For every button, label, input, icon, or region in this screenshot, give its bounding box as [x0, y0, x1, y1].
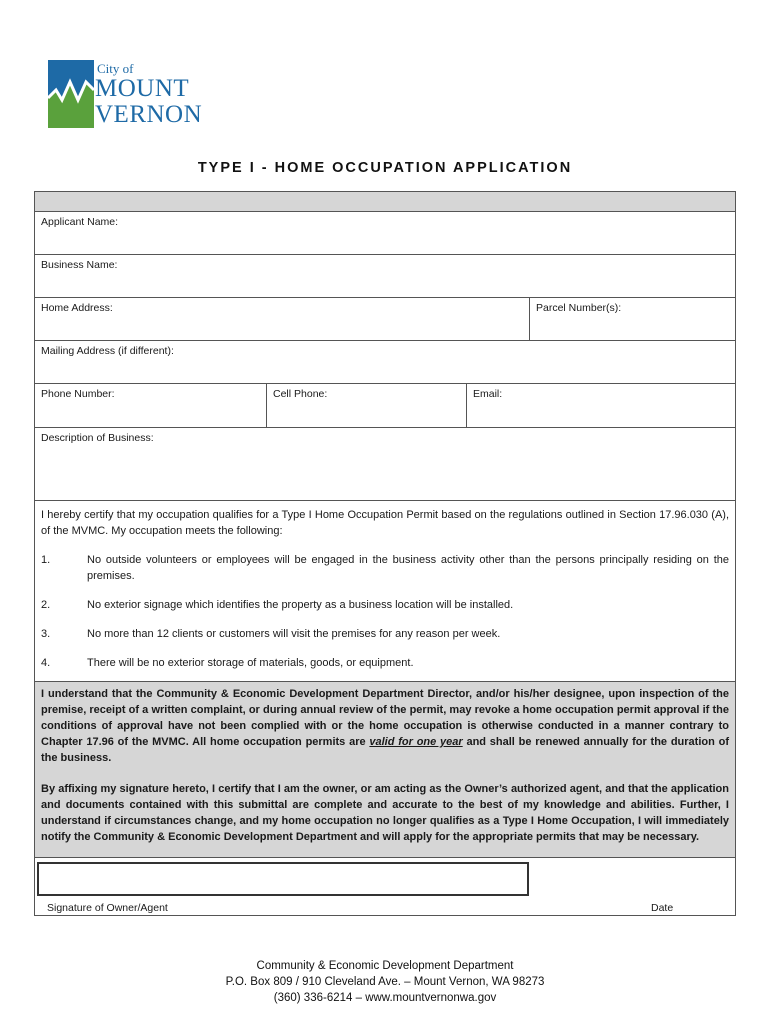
- revocation-paragraph: [41, 686, 729, 766]
- signature-certification-paragraph: By affixing my signature hereto, I certify that I am the owner, or am acting as the Owner’s authorized agent, and that the application and documents contained with this submittal are complete and accurate to the best of my knowledge and abilities. Further, I understand if circumstances change, and my home occupation no longer qualifies as a Type I Home Occupation, I will immediately notify the Community & Economic Development Department and will apply for the appropriate permits that may be necessary.: [41, 783, 729, 843]
- footer-contact: (360) 336-6214 – www.mountvernonwa.gov: [273, 992, 497, 1004]
- condition-number: 3.: [41, 628, 51, 640]
- application-form: [34, 191, 736, 916]
- revocation-text: I understand that the Community & Economic Development Department Director, and/or his/her designee, upon inspection of the premise, receipt of a written complaint, or during annual review of the permit, may revoke a home occupation permit approval if the conditions of approval have not been complied with or the home occupation is otherwise conducted in a manner contrary to Chapter 17.96 of the MVMC. All home occupation permits are: [41, 688, 729, 748]
- certification-statement: I hereby certify that my occupation qualifies for a Type I Home Occupation Permit based on the regulations outlined in Section 17.96.030 (A), of the MVMC. My occupation meets the following:: [41, 509, 729, 537]
- logo-wordmark: [95, 62, 202, 127]
- condition-number: 2.: [41, 599, 51, 611]
- condition-item: [41, 626, 729, 642]
- condition-text: There will be no exterior storage of materials, goods, or equipment.: [87, 657, 414, 669]
- form-title: TYPE I - HOME OCCUPATION APPLICATION: [197, 160, 573, 176]
- signature-row: [35, 858, 735, 915]
- acknowledgement-section: [35, 682, 735, 858]
- mailing-address-field[interactable]: [35, 341, 735, 384]
- condition-item: [41, 655, 729, 671]
- department-footer: [0, 958, 770, 1006]
- parcel-number-field[interactable]: [529, 298, 735, 340]
- parcel-number-label: Parcel Number(s):: [536, 302, 622, 314]
- phone-number-field[interactable]: [35, 384, 266, 427]
- acknowledgement-text: [35, 682, 735, 851]
- home-address-field[interactable]: [35, 298, 529, 340]
- condition-number: 4.: [41, 657, 51, 669]
- condition-text: No more than 12 clients or customers will visit the premises for any reason per week.: [87, 628, 501, 640]
- condition-number: 1.: [41, 554, 51, 566]
- signature-label: Signature of Owner/Agent: [47, 902, 168, 914]
- condition-item: [41, 597, 729, 613]
- description-field[interactable]: [35, 428, 735, 501]
- signature-field[interactable]: [37, 862, 529, 896]
- business-name-field[interactable]: [35, 255, 735, 298]
- description-label: Description of Business:: [41, 432, 154, 444]
- email-label: Email:: [473, 388, 503, 400]
- valid-one-year-text: valid for one year: [369, 736, 463, 748]
- footer-address: P.O. Box 809 / 910 Cleveland Ave. – Mount Vernon, WA 98273: [225, 976, 545, 988]
- phone-number-label: Phone Number:: [41, 388, 115, 400]
- condition-text: No exterior signage which identifies the property as a business location will be installed.: [87, 599, 514, 611]
- date-label: Date: [651, 902, 674, 914]
- contact-row: [35, 384, 735, 428]
- business-name-label: Business Name:: [41, 259, 118, 271]
- address-row: [35, 298, 735, 341]
- applicant-name-label: Applicant Name:: [41, 216, 119, 228]
- logo-city-of: City of: [97, 61, 134, 76]
- logo-mount: MOUNT: [95, 75, 190, 102]
- form-header-bar: [35, 192, 735, 212]
- footer-department: Community & Economic Development Department: [256, 960, 514, 972]
- email-field[interactable]: [466, 384, 735, 427]
- home-address-label: Home Address:: [41, 302, 113, 314]
- certification-text: [35, 501, 735, 675]
- cell-phone-label: Cell Phone:: [273, 388, 328, 400]
- mailing-address-label: Mailing Address (if different):: [41, 345, 174, 357]
- renewal-text: and shall be renewed annually for the duration of the business.: [41, 736, 729, 764]
- certification-section: [35, 501, 735, 682]
- condition-item: [41, 552, 729, 584]
- applicant-name-field[interactable]: [35, 212, 735, 255]
- cell-phone-field[interactable]: [266, 384, 466, 427]
- logo-vernon: VERNON: [95, 101, 203, 128]
- condition-text: No outside volunteers or employees will be engaged in the business activity other than the persons principally residing on the premises.: [87, 554, 729, 582]
